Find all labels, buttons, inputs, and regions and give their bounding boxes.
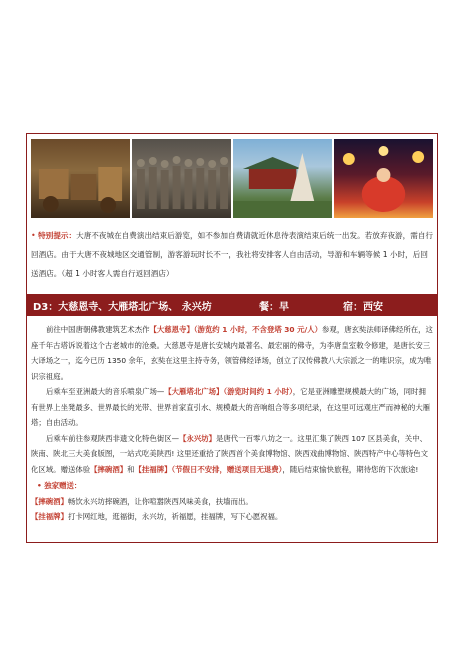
night-parade-photo	[334, 139, 433, 218]
temple-photo	[233, 139, 332, 218]
meal-info: 餐：早	[259, 301, 289, 313]
exclusive-gifts	[31, 478, 433, 525]
gift-label: 【挂福牌】	[31, 512, 68, 521]
text: 参观，唐玄奘法师译佛经所在，这座千年古塔诉说着这个古老城市的沧桑。大慈恩寺是唐长安城内最著名、最宏丽的佛寺，为李唐皇室敕令修建，是唐长安三大译场之一，迄今已历 1350 余年，玄奘在这里主持寺务，领管佛经译场，创立了汉传佛教八大宗派之一的唯识宗，成为唯识宗祖庭。	[31, 325, 433, 381]
highlight-bowl-wine: 【摔碗酒】	[90, 464, 128, 474]
gift-item-bowl-wine	[31, 494, 433, 510]
highlight-north-square: 【大雁塔北广场】（游览时间约 1 小时）	[164, 387, 293, 396]
text: 和	[127, 464, 135, 474]
text: ，它是亚洲雕塑规模最大的广场，同时拥有世界上坐凳最多、世界最长的光带、世界首家直引水、规模最大的音响组合等多项纪录，在这里可远观庄严而神秘的大雁塔；自由活动。	[31, 387, 431, 427]
gift-title: • 独家赠送：	[37, 481, 82, 490]
terracotta-chariot-photo	[31, 139, 130, 218]
day-header	[27, 294, 437, 316]
gift-text: 畅饮永兴坊摔碗酒，让你喧嚣陕西风味美食，扶墙而出。	[67, 496, 253, 506]
notice-text: 大唐不夜城在自费演出结束后游览，如不参加自费请就近休息待表演结束后统一出发。若放弃夜游，需自行回酒店。由于大唐不夜城地区交通管制，游客游玩时长不一，我社将安排客人自由活动，导游和车辆等候 1 小时，后回送酒店。（超 1 小时客人需自行返回酒店）	[31, 231, 434, 278]
highlight-dacien: 【大慈恩寺】（游览约 1 小时，不含登塔 30 元/人）	[149, 325, 323, 334]
text: 前往中国唐朝佛教建筑艺术杰作	[46, 325, 150, 334]
text: 后乘车至亚洲最大的音乐喷泉广场—	[46, 387, 165, 396]
gift-text: 打卡网红地，逛福街，永兴坊，祈福愿，挂福牌，写下心愿祝福。	[67, 512, 283, 521]
paragraph-north-square	[31, 384, 433, 431]
text: 后乘车前往参观陕西非遗文化特色街区—	[46, 433, 180, 443]
text: 是唐代一百零八坊之一。这里汇集了陕西 107 区县美食，关中、陕南、陕北三大美食版图，一站式吃美陕西! 这里还重拾了陕西首个美食博物馆、陕西戏曲博物馆、陕西特产中心等特色文化区域。赠送体验	[31, 433, 429, 474]
gift-label: 【摔碗酒】	[31, 496, 68, 506]
day-title: D3：大慈恩寺、大雁塔北广场、 永兴坊	[33, 301, 212, 313]
paragraph-yongxingfang	[31, 431, 433, 478]
terracotta-army-photo	[132, 139, 231, 218]
day3-itinerary-frame	[26, 133, 438, 543]
notice-label: 特别提示：	[38, 231, 77, 240]
special-notice	[31, 226, 435, 283]
text: ，随后结束愉快旅程，期待您的下次旅途!	[282, 464, 419, 474]
paragraph-dacien	[31, 322, 433, 384]
stay-info: 宿：西安	[343, 301, 383, 313]
highlight-blessing-tag: 【挂福牌】（节假日不安排，赠送项目无退费）	[134, 464, 283, 474]
notice-bullet: •	[31, 231, 36, 240]
photo-strip	[31, 139, 433, 218]
itinerary-body	[31, 322, 433, 525]
highlight-yongxingfang: 【永兴坊】	[179, 433, 217, 443]
gift-item-blessing-tag	[31, 509, 433, 525]
